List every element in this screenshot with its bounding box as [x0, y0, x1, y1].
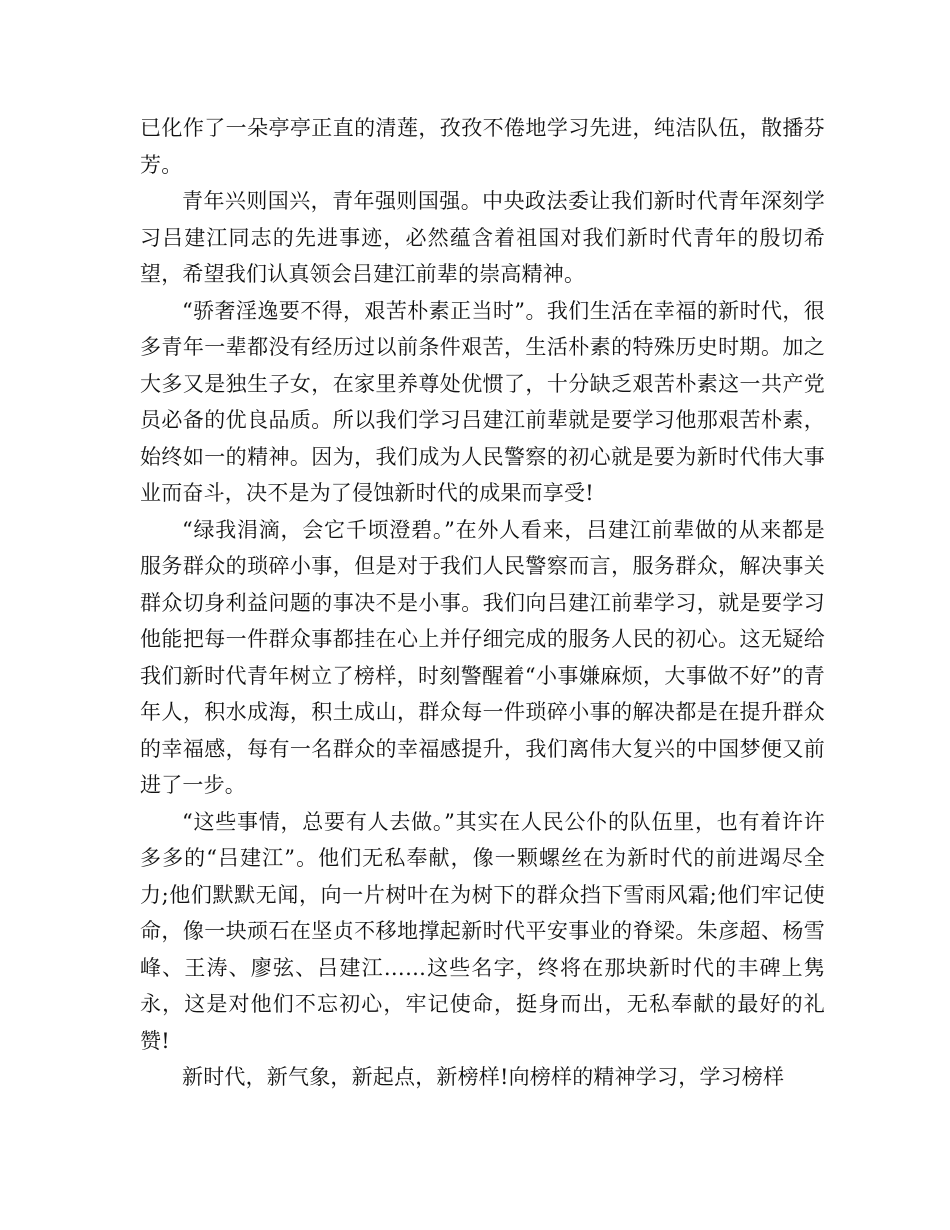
paragraph-3: “骄奢淫逸要不得，艰苦朴素正当时”。我们生活在幸福的新时代，很多青年一辈都没有经历过以前条件艰苦，生活朴素的特殊历史时期。加之大多又是独生子女，在家里养尊处优惯了，十分缺乏艰苦朴素这一共产党员必备的优良品质。所以我们学习吕建江前辈就是要学习他那艰苦朴素，始终如一的精神。因为，我们成为人民警察的初心就是要为新时代伟大事业而奋斗，决不是为了侵蚀新时代的成果而享受! [140, 298, 825, 505]
paragraph-6: 新时代，新气象，新起点，新榜样!向榜样的精神学习，学习榜样 [182, 1065, 785, 1089]
paragraph-1: 已化作了一朵亭亭正直的清莲，孜孜不倦地学习先进，纯洁队伍，散播芬芳。 [140, 116, 825, 177]
paragraph-4: “绿我涓滴，会它千顷澄碧。”在外人看来，吕建江前辈做的从来都是服务群众的琐碎小事，但是对于我们人民警察而言，服务群众，解决事关群众切身利益问题的事决不是小事。我们向吕建江前辈学习，就是要学习他能把每一件群众事都挂在心上并仔细完成的服务人民的初心。这无疑给我们新时代青年树立了榜样，时刻警醒着“小事嫌麻烦，大事做不好”的青年人，积水成海，积土成山，群众每一件琐碎小事的解决都是在提升群众的幸福感，每有一名群众的幸福感提升，我们离伟大复兴的中国梦便又前进了一步。 [140, 517, 825, 797]
paragraph-5: “这些事情，总要有人去做。”其实在人民公仆的队伍里，也有着许许多多的“吕建江”。他们无私奉献，像一颗螺丝在为新时代的前进竭尽全力;他们默默无闻，向一片树叶在为树下的群众挡下雪雨风霜;他们牢记使命，像一块顽石在坚贞不移地撑起新时代平安事业的脊梁。朱彦超、杨雪峰、王涛、廖弦、吕建江……这些名字，终将在那块新时代的丰碑上隽永，这是对他们不忘初心，牢记使命，挺身而出，无私奉献的最好的礼赞! [140, 809, 825, 1053]
document-body [140, 110, 825, 1096]
paragraph-2: 青年兴则国兴，青年强则国强。中央政法委让我们新时代青年深刻学习吕建江同志的先进事迹，必然蕴含着祖国对我们新时代青年的殷切希望，希望我们认真领会吕建江前辈的崇高精神。 [140, 189, 825, 286]
